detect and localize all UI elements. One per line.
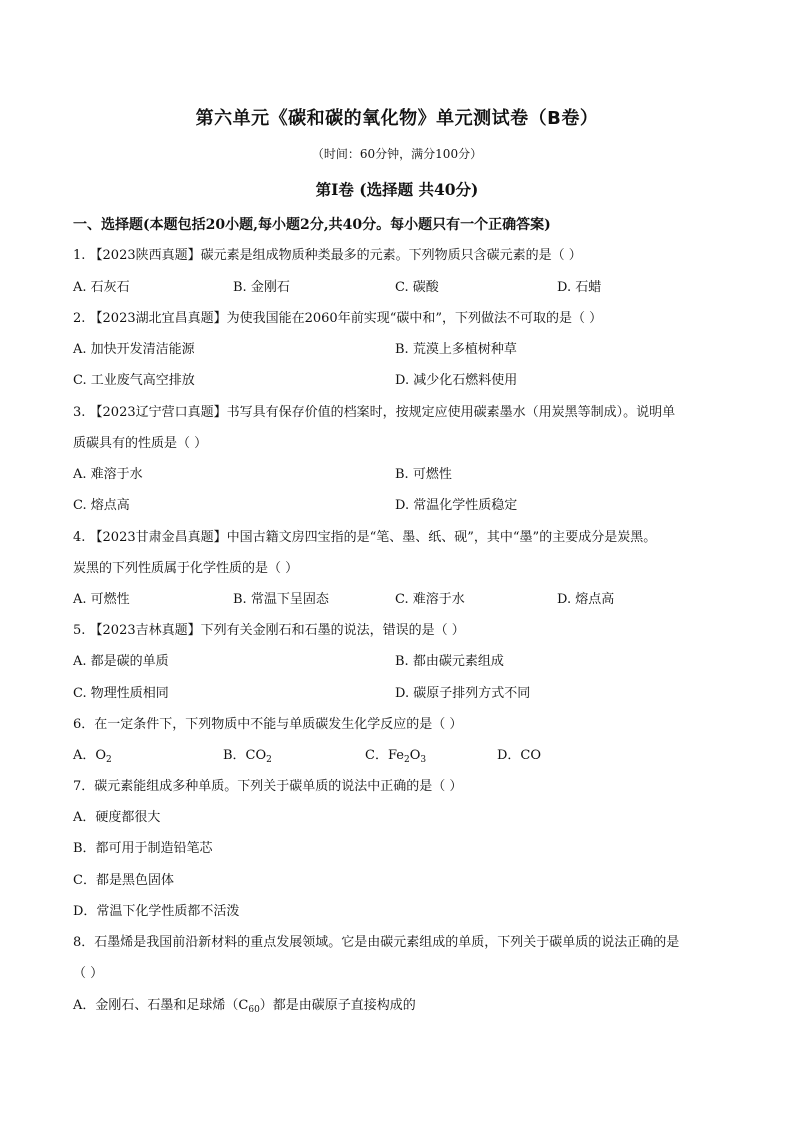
question-8-stem-line2: （ ） bbox=[73, 966, 104, 981]
option-c bbox=[365, 748, 426, 764]
option-a bbox=[73, 748, 112, 764]
subscript: 60 bbox=[248, 1005, 260, 1015]
question-7-option-a: A．硬度都很大 bbox=[73, 810, 161, 825]
option-b bbox=[223, 748, 272, 764]
time-score-note: （时间：60分钟，满分100分） bbox=[311, 147, 483, 161]
question-5-options-row1 bbox=[73, 654, 733, 670]
option-b: B. 都由碳元素组成 bbox=[395, 654, 504, 669]
option-a-suffix: ）都是由碳原子直接构成的 bbox=[259, 998, 416, 1013]
option-a-prefix: A．金刚石、石墨和足球烯（C bbox=[73, 998, 249, 1013]
option-c: C. 物理性质相同 bbox=[73, 686, 169, 701]
part-heading: 一、选择题(本题包括20小题,每小题2分,共40分。每小题只有一个正确答案) bbox=[73, 217, 551, 233]
option-d: D．CO bbox=[497, 748, 542, 763]
question-7-option-d: D．常温下化学性质都不活泼 bbox=[73, 904, 240, 919]
question-3-options-row1 bbox=[73, 467, 733, 483]
question-5-options-row2 bbox=[73, 686, 733, 702]
question-1-stem: 1. 【2023陕西真题】碳元素是组成物质种类最多的元素。下列物质只含碳元素的是（ ） bbox=[73, 248, 582, 263]
question-5-stem: 5. 【2023吉林真题】下列有关金刚石和石墨的说法，错误的是（ ） bbox=[73, 623, 465, 638]
subscript: 3 bbox=[420, 755, 427, 765]
option-a: A. 加快开发清洁能源 bbox=[73, 342, 195, 357]
option-c: C. 碳酸 bbox=[395, 280, 439, 295]
question-2-options-row2 bbox=[73, 373, 733, 389]
option-a: A. 石灰石 bbox=[73, 280, 130, 295]
question-7-option-b: B．都可用于制造铅笔芯 bbox=[73, 841, 213, 856]
option-d: D. 熔点高 bbox=[557, 592, 615, 607]
question-3-stem-line2: 质碳具有的性质是（ ） bbox=[73, 436, 208, 451]
option-c: C. 熔点高 bbox=[73, 498, 130, 513]
question-7-stem: 7．碳元素能组成多种单质。下列关于碳单质的说法中正确的是（ ） bbox=[73, 779, 463, 794]
question-4-stem-line2: 炭黑的下列性质属于化学性质的是（ ） bbox=[73, 561, 299, 576]
page-title: 第六单元《碳和碳的氧化物》单元测试卷（B卷） bbox=[195, 108, 599, 129]
option-b-text: B．CO bbox=[223, 748, 267, 763]
option-a: A. 难溶于水 bbox=[73, 467, 143, 482]
subscript: 2 bbox=[266, 755, 272, 765]
option-d: D. 石蜡 bbox=[557, 280, 602, 295]
option-a-text: A．O bbox=[73, 748, 107, 763]
option-b: B. 常温下呈固态 bbox=[233, 592, 329, 607]
option-d: D. 常温化学性质稳定 bbox=[395, 498, 518, 513]
question-3-stem-line1: 3. 【2023辽宁营口真题】书写具有保存价值的档案时，按规定应使用碳素墨水（用炭黑等制成）。说明单 bbox=[73, 405, 676, 420]
option-d: D. 碳原子排列方式不同 bbox=[395, 686, 531, 701]
question-4-options bbox=[73, 592, 733, 608]
question-6-stem: 6．在一定条件下，下列物质中不能与单质碳发生化学反应的是（ ） bbox=[73, 717, 463, 732]
question-2-stem: 2. 【2023湖北宜昌真题】为使我国能在2060年前实现“碳中和”，下列做法不可取的是（ ） bbox=[73, 311, 603, 326]
subscript: 2 bbox=[106, 755, 112, 765]
question-2-options-row1 bbox=[73, 342, 733, 358]
option-c: C. 工业废气高空排放 bbox=[73, 373, 195, 388]
option-b: B. 金刚石 bbox=[233, 280, 290, 295]
question-8-option-a bbox=[73, 998, 416, 1014]
option-b: B. 荒漠上多植树种草 bbox=[395, 342, 517, 357]
section-title: 第Ⅰ卷 (选择题 共40分) bbox=[315, 180, 479, 199]
option-c: C. 难溶于水 bbox=[395, 592, 465, 607]
question-8-stem-line1: 8．石墨烯是我国前沿新材料的重点发展领域。它是由碳元素组成的单质，下列关于碳单质的说法正确的是 bbox=[73, 935, 680, 950]
option-c-mid: O bbox=[409, 748, 421, 763]
question-4-stem-line1: 4. 【2023甘肃金昌真题】中国古籍文房四宝指的是“笔、墨、纸、砚”，其中“墨”的主要成分是炭黑。 bbox=[73, 530, 657, 545]
option-a: A. 都是碳的单质 bbox=[73, 654, 169, 669]
option-b: B. 可燃性 bbox=[395, 467, 452, 482]
question-7-option-c: C．都是黑色固体 bbox=[73, 873, 174, 888]
option-a: A. 可燃性 bbox=[73, 592, 130, 607]
question-3-options-row2 bbox=[73, 498, 733, 514]
question-6-options bbox=[73, 748, 733, 764]
question-1-options bbox=[73, 280, 733, 296]
option-d: D. 减少化石燃料使用 bbox=[395, 373, 518, 388]
subscript: 2 bbox=[403, 755, 410, 765]
option-c-text: C．Fe bbox=[365, 748, 404, 763]
